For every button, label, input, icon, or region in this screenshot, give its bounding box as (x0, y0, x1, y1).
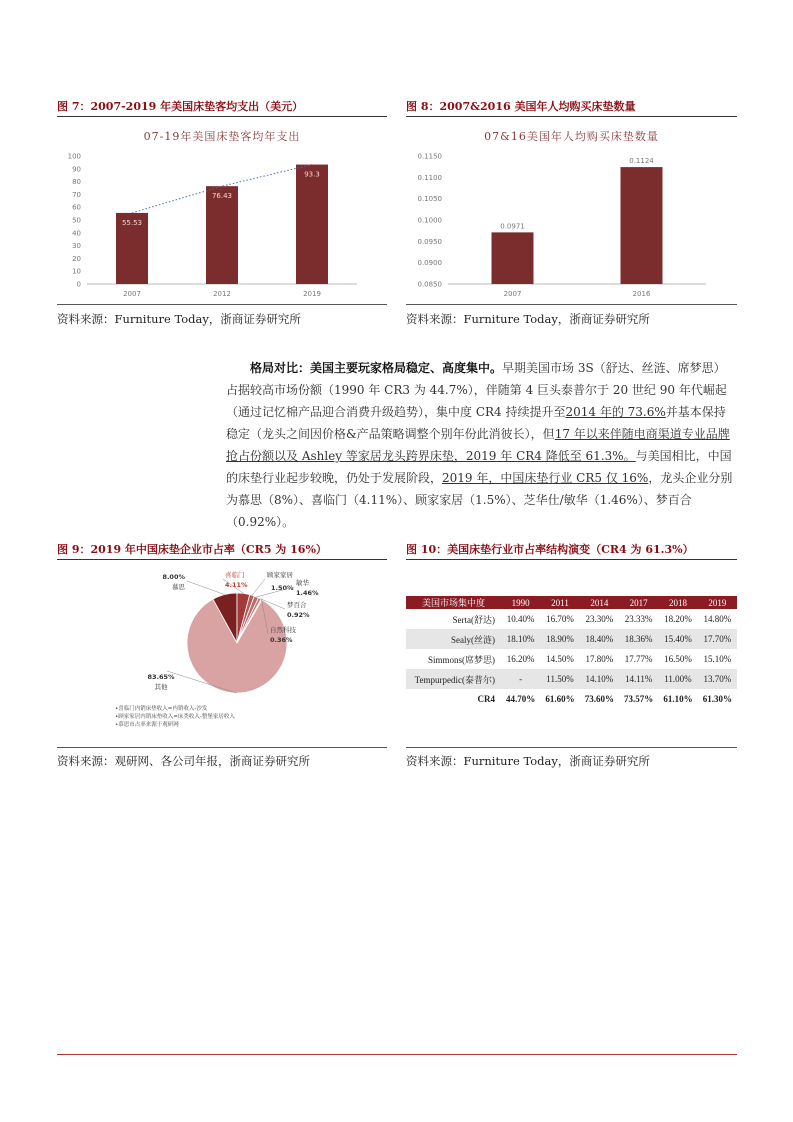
table-cell: 44.70% (506, 694, 536, 704)
fig10-top-rule (406, 559, 737, 560)
table-cell: CR4 (477, 694, 495, 704)
table-cell: 14.80% (703, 614, 732, 624)
fig9-chart (57, 561, 387, 747)
y-tick-label: 0.1100 (417, 173, 442, 182)
pie-value-label: 0.92% (287, 611, 310, 619)
pie-label: 慕思 (172, 583, 185, 591)
pie-label: 敏华 (296, 579, 309, 587)
y-tick-label: 0.1000 (417, 216, 442, 225)
paragraph-u3: 2019 年，中国床垫行业 CR5 仅 16% (442, 471, 649, 485)
fig8-chart-title: 07&16美国年人均购买床垫数量 (484, 130, 659, 143)
fig8-title: 图 8：2007&2016 美国年人均购买床垫数量 (406, 100, 636, 113)
table-cell: 13.70% (698, 669, 737, 689)
fig9-bottom-rule (57, 747, 387, 748)
y-tick-label: 0.0950 (417, 237, 442, 246)
fig7-title: 图 7：2007-2019 年美国床垫客均支出（美元） (57, 100, 304, 113)
pie-value-label: 1.46% (296, 589, 319, 597)
fig8-chart (406, 118, 737, 304)
table-cell: 11.50% (540, 669, 579, 689)
fig9-note: •慕思市占率来源于观研网 (115, 722, 179, 728)
y-tick-label: 0.1150 (417, 152, 442, 161)
table-cell: 73.60% (584, 694, 614, 704)
y-tick-label: 100 (67, 152, 81, 161)
table-cell: - (501, 669, 540, 689)
bar (206, 186, 238, 284)
table-cell: 11.00% (658, 669, 697, 689)
fig9-note: •顾家家居内销床垫收入=床类收入-整堡家居收入 (115, 714, 235, 720)
table-cell: 18.90% (540, 629, 579, 649)
table-row (406, 609, 737, 629)
fig8-source: 资料来源：Furniture Today，浙商证券研究所 (406, 312, 650, 326)
fig9-note: •喜临门内销床垫收入=内销收入-沙发 (115, 706, 208, 712)
table-header-cell: 1990 (501, 596, 540, 609)
table-cell: Tempurpedic(泰普尔) (406, 669, 501, 689)
fig9-notes (115, 705, 235, 729)
y-tick-label: 60 (72, 203, 81, 212)
table-cell: 10.40% (506, 614, 535, 624)
fig10-title: 图 10：美国床垫行业市占率结构演变（CR4 为 61.3%） (406, 543, 694, 556)
pie-label: 其他 (154, 683, 168, 691)
fig7-chart (57, 118, 387, 304)
table-cell: Serta(舒达) (452, 614, 495, 625)
table-cell: 61.60% (545, 694, 575, 704)
fig7-bottom-rule (57, 304, 387, 305)
table-cell: 23.30% (585, 614, 614, 624)
market-share-table (406, 596, 737, 709)
y-tick-label: 10 (72, 267, 81, 276)
y-tick-label: 70 (72, 190, 81, 199)
fig8-bottom-rule (406, 304, 737, 305)
table-row (406, 629, 737, 649)
x-tick-label: 2012 (213, 290, 231, 298)
paragraph-lead: 格局对比：美国主要玩家格局稳定、高度集中。 (250, 361, 503, 375)
table-cell: 18.10% (501, 629, 540, 649)
fig8-top-rule (406, 116, 737, 117)
paragraph-s3: 与美国相比，中国的床垫行业起步较晚，仍处于发展阶段， (226, 449, 732, 485)
pie-value-label: 1.50% (271, 584, 294, 592)
paragraph-s1: 早期美国市场 3S（舒达、丝涟、席梦思）占据较高市场份额（1990 年 CR3 为 44.7%），伴随第 4 巨头泰普尔于 20 世纪 90 年代崛起（通过记忆棉产品迎合消费升级趋势），集中度 CR4 持续提升至 (226, 361, 727, 419)
y-tick-label: 0.0900 (417, 259, 442, 268)
pie-value-label: 4.11% (225, 581, 248, 589)
pie-leader-line (187, 581, 225, 595)
y-tick-label: 30 (72, 242, 81, 251)
x-tick-label: 2016 (632, 290, 651, 298)
table-cell: 23.33% (624, 614, 653, 624)
table-header-cell: 2017 (619, 596, 658, 609)
pie-value-label: 0.36% (270, 636, 293, 644)
fig9-source: 资料来源：观研网、各公司年报，浙商证券研究所 (57, 754, 310, 768)
table-cell: 14.50% (546, 654, 574, 664)
table-cell: 14.11% (619, 669, 658, 689)
bar (492, 232, 534, 284)
y-tick-label: 80 (72, 178, 81, 187)
x-tick-label: 2007 (123, 290, 141, 298)
table-row (406, 649, 737, 669)
table-header-cell: 2019 (698, 596, 737, 609)
table-cell: 14.10% (580, 669, 619, 689)
bar-value-label: 55.53 (121, 218, 143, 227)
footer-rule (57, 1054, 737, 1055)
y-tick-label: 0 (76, 280, 81, 289)
y-tick-label: 90 (72, 165, 81, 174)
bar-value-label: 0.0971 (500, 222, 525, 231)
fig9-title: 图 9：2019 年中国床垫企业市占率（CR5 为 16%） (57, 543, 327, 556)
table-header-cell: 2018 (658, 596, 697, 609)
bar (296, 165, 328, 284)
table-cell: 17.70% (698, 629, 737, 649)
y-tick-label: 40 (72, 229, 81, 238)
table-cell: 73.57% (624, 694, 654, 704)
table-cell: 61.30% (702, 694, 732, 704)
pie-leader-line (252, 579, 265, 595)
pie-label: 喜临门 (225, 571, 245, 579)
body-paragraph (226, 357, 737, 533)
fig7-source: 资料来源：Furniture Today，浙商证券研究所 (57, 312, 301, 326)
y-tick-label: 20 (72, 254, 81, 263)
table-header-cell: 美国市场集中度 (406, 596, 501, 609)
fig10-table-wrap (406, 596, 737, 709)
bar-value-label: 0.1124 (629, 157, 654, 166)
table-cell: 18.36% (619, 629, 658, 649)
pie-label: 梦百合 (287, 601, 307, 609)
y-tick-label: 0.0850 (417, 280, 442, 289)
fig7-chart-title: 07-19年美国床垫客均年支出 (143, 130, 301, 143)
table-header-cell: 2011 (540, 596, 579, 609)
table-cell: 17.80% (585, 654, 614, 664)
x-tick-label: 2007 (503, 290, 522, 298)
fig10-source: 资料来源：Furniture Today，浙商证券研究所 (406, 754, 650, 768)
table-row (406, 669, 737, 689)
paragraph-s2: 并基本保持稳定（龙头之间因价格&产品策略调整个别年份此消彼长），但 (226, 405, 726, 441)
pie-label: 自然科技 (270, 626, 296, 634)
table-cell: 16.20% (506, 654, 535, 664)
bar-value-label: 93.3 (304, 170, 320, 179)
table-cell: Simmons(席梦思) (427, 654, 495, 665)
y-tick-label: 0.1050 (417, 195, 442, 204)
x-tick-label: 2019 (303, 290, 321, 298)
pie-label: 顾家家居 (267, 571, 293, 579)
table-header-row (406, 596, 737, 609)
paragraph-u1: 2014 年的 73.6% (565, 405, 666, 419)
bar (621, 167, 663, 284)
table-header-cell: 2014 (580, 596, 619, 609)
table-cell: 61.10% (663, 694, 693, 704)
fig7-bar-chart (57, 118, 387, 304)
pie-value-label: 8.00% (162, 573, 185, 581)
fig10-bottom-rule (406, 747, 737, 748)
fig9-top-rule (57, 559, 387, 560)
pie-value-label: 83.65% (147, 673, 175, 681)
table-row-total (406, 689, 737, 709)
fig7-top-rule (57, 116, 387, 117)
table-cell: 15.40% (658, 629, 697, 649)
fig8-bar-chart (406, 118, 737, 304)
bar-value-label: 76.43 (211, 192, 233, 201)
table-cell: 15.10% (703, 654, 732, 664)
table-cell: 16.70% (546, 614, 574, 624)
table-cell: Sealy(丝涟) (406, 629, 501, 649)
table-cell: 18.40% (580, 629, 619, 649)
y-tick-label: 50 (72, 216, 81, 225)
paragraph-u2: 17 年以来伴随电商渠道专业品牌抢占份额以及 Ashley 等家居龙头跨界床垫，2019 年 CR4 降低至 61.3%。 (226, 427, 730, 463)
table-cell: 16.50% (664, 654, 692, 664)
table-cell: 18.20% (664, 614, 692, 624)
table-cell: 17.77% (624, 654, 653, 664)
paragraph-s4: ，龙头企业分别为慕思（8%）、喜临门（4.11%）、顾家家居（1.5%）、芝华仕/敏华（1.46%）、梦百合（0.92%）。 (226, 471, 733, 529)
